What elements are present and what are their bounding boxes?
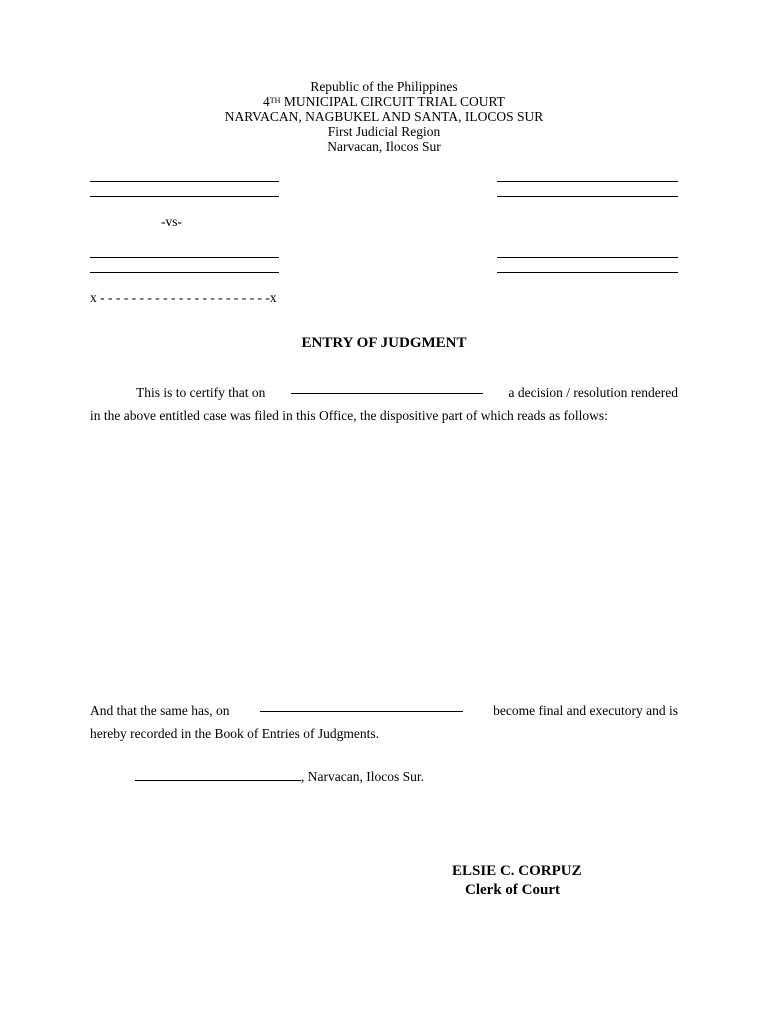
finality-paragraph	[90, 699, 678, 745]
certification-text-line-2: in the above entitled case was filed in this Office, the dispositive part of which reads as follows:	[90, 408, 608, 423]
decision-date-blank[interactable]	[291, 381, 483, 394]
document-title: ENTRY OF JUDGMENT	[301, 335, 467, 351]
header-court-number: 4	[263, 94, 270, 109]
court-header	[0, 79, 768, 154]
case-number-blank-1[interactable]	[497, 181, 678, 182]
finality-text-start: And that the same has, on	[90, 703, 230, 718]
case-type-blank-2[interactable]	[497, 272, 678, 273]
certification-text-start: This is to certify that on	[136, 385, 266, 400]
place-date-line	[135, 768, 424, 785]
certification-line-2	[90, 404, 678, 427]
certification-line-1	[90, 381, 678, 404]
header-region: First Judicial Region	[327, 124, 441, 139]
certification-text-end: a decision / resolution rendered	[508, 385, 678, 400]
caption-separator: x - - - - - - - - - - - - - - - - - - - - - -x	[90, 290, 277, 305]
finality-line-2	[90, 722, 678, 745]
certification-paragraph	[90, 381, 678, 427]
header-court-suffix: TH	[269, 96, 281, 105]
signatory-name: ELSIE C. CORPUZ	[452, 863, 582, 879]
finality-line-1	[90, 699, 678, 722]
signing-date-blank[interactable]	[135, 768, 301, 781]
defendant-name-blank-1[interactable]	[90, 257, 279, 258]
versus-label: -vs-	[161, 214, 182, 229]
header-republic: Republic of the Philippines	[310, 79, 458, 94]
finality-date-blank[interactable]	[260, 699, 463, 712]
finality-text-end: become final and executory and is	[493, 703, 678, 718]
header-location: Narvacan, Ilocos Sur	[327, 139, 441, 154]
plaintiff-name-blank-2[interactable]	[90, 196, 279, 197]
place-text: , Narvacan, Ilocos Sur.	[301, 769, 424, 784]
plaintiff-name-blank-1[interactable]	[90, 181, 279, 182]
finality-text-line-2: hereby recorded in the Book of Entries of Judgments.	[90, 726, 380, 741]
header-court-title: MUNICIPAL CIRCUIT TRIAL COURT	[280, 94, 505, 109]
defendant-name-blank-2[interactable]	[90, 272, 279, 273]
case-type-blank-1[interactable]	[497, 257, 678, 258]
case-number-blank-2[interactable]	[497, 196, 678, 197]
signatory-position: Clerk of Court	[465, 882, 560, 898]
header-jurisdiction: NARVACAN, NAGBUKEL AND SANTA, ILOCOS SUR	[224, 109, 544, 124]
header-court-name	[0, 94, 768, 109]
